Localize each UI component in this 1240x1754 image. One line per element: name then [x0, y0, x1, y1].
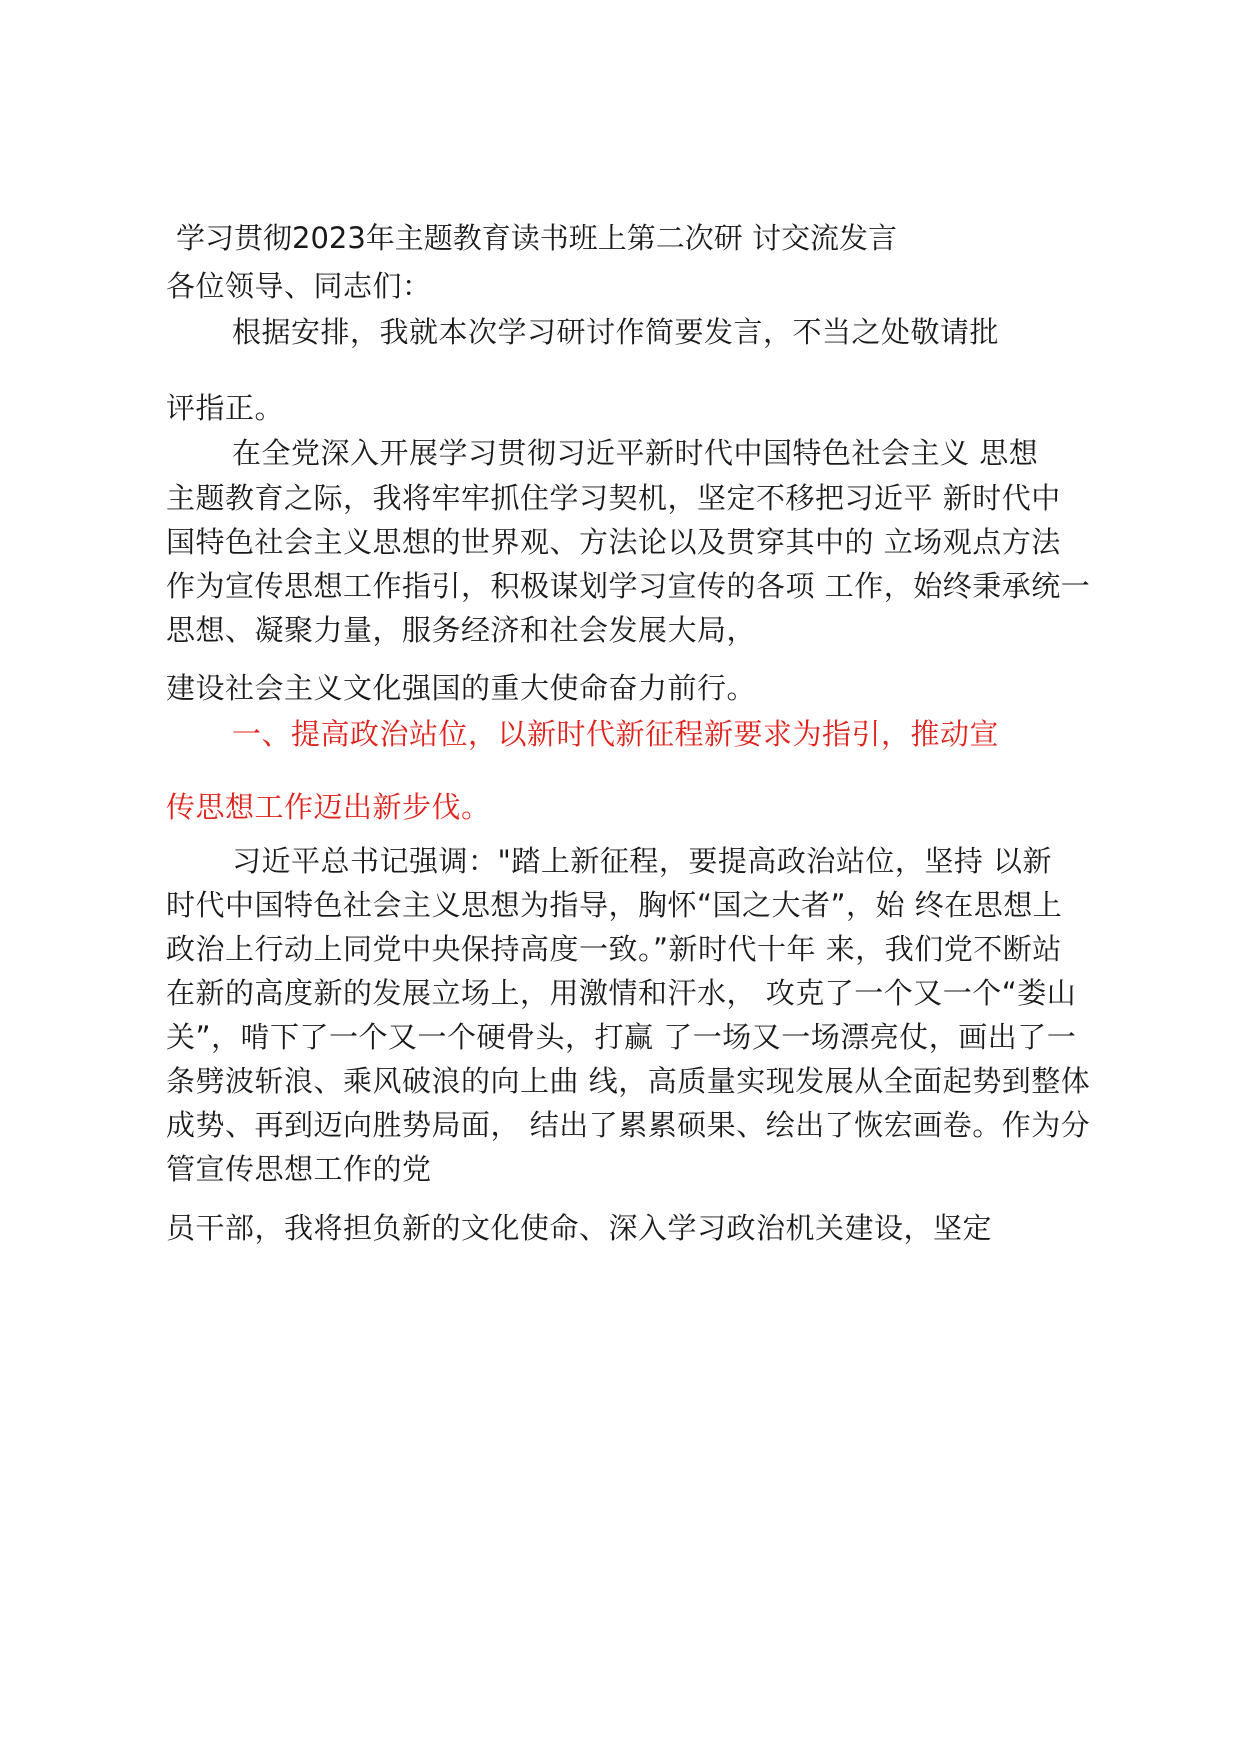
text-line: 作为宣传思想工作指引，积极谋划学习宣传的各项 工作，始终秉承统一: [166, 569, 1091, 603]
text-line: 建设社会主义文化强国的重大使命奋力前行。: [166, 671, 757, 705]
text-line: 成势、再到迈向胜势局面， 结出了累累硕果、绘出了恢宏画卷。作为分: [166, 1108, 1091, 1142]
text-line: 员干部，我将担负新的文化使命、深入学习政治机关建设，坚定: [166, 1211, 993, 1245]
text-line: 管宣传思想工作的党: [166, 1152, 432, 1186]
text-line: 关”，啃下了一个又一个硬骨头，打赢 了一场又一场漂亮仗，画出了一: [166, 1020, 1077, 1054]
text-line: 时代中国特色社会主义思想为指导，胸怀“国之大者”，始 终在思想上: [166, 888, 1063, 922]
text-line: 主题教育之际，我将牢牢抓住学习契机，坚定不移把习近平 新时代中: [166, 481, 1061, 515]
text-line: 在新的高度新的发展立场上，用激情和汗水， 攻克了一个又一个“娄山: [166, 976, 1077, 1010]
text-line: 在全党深入开展学习贯彻习近平新时代中国特色社会主义 思想: [232, 436, 1039, 470]
text-line: 思想、凝聚力量，服务经济和社会发展大局，: [166, 613, 757, 647]
text-line: 习近平总书记强调："踏上新征程，要提高政治站位，坚持 以新: [232, 844, 1053, 878]
text-line: 国特色社会主义思想的世界观、方法论以及贯穿其中的 立场观点方法: [166, 525, 1061, 559]
text-line: 政治上行动上同党中央保持高度一致。”新时代十年 来，我们党不断站: [166, 932, 1062, 966]
salutation: 各位领导、同志们：: [166, 269, 432, 303]
text-line: 评指正。: [166, 391, 285, 425]
section-heading: 一、提高政治站位，以新时代新征程新要求为指引，推动宣: [232, 717, 1000, 751]
text-line: 条劈波斩浪、乘风破浪的向上曲 线，高质量实现发展从全面起势到整体: [166, 1064, 1091, 1098]
document-title: 学习贯彻2023年主题教育读书班上第二次研 讨交流发言: [176, 221, 898, 255]
section-heading-cont: 传思想工作迈出新步伐。: [166, 790, 491, 824]
text-line: 根据安排，我就本次学习研讨作简要发言，不当之处敬请批: [232, 315, 1000, 349]
